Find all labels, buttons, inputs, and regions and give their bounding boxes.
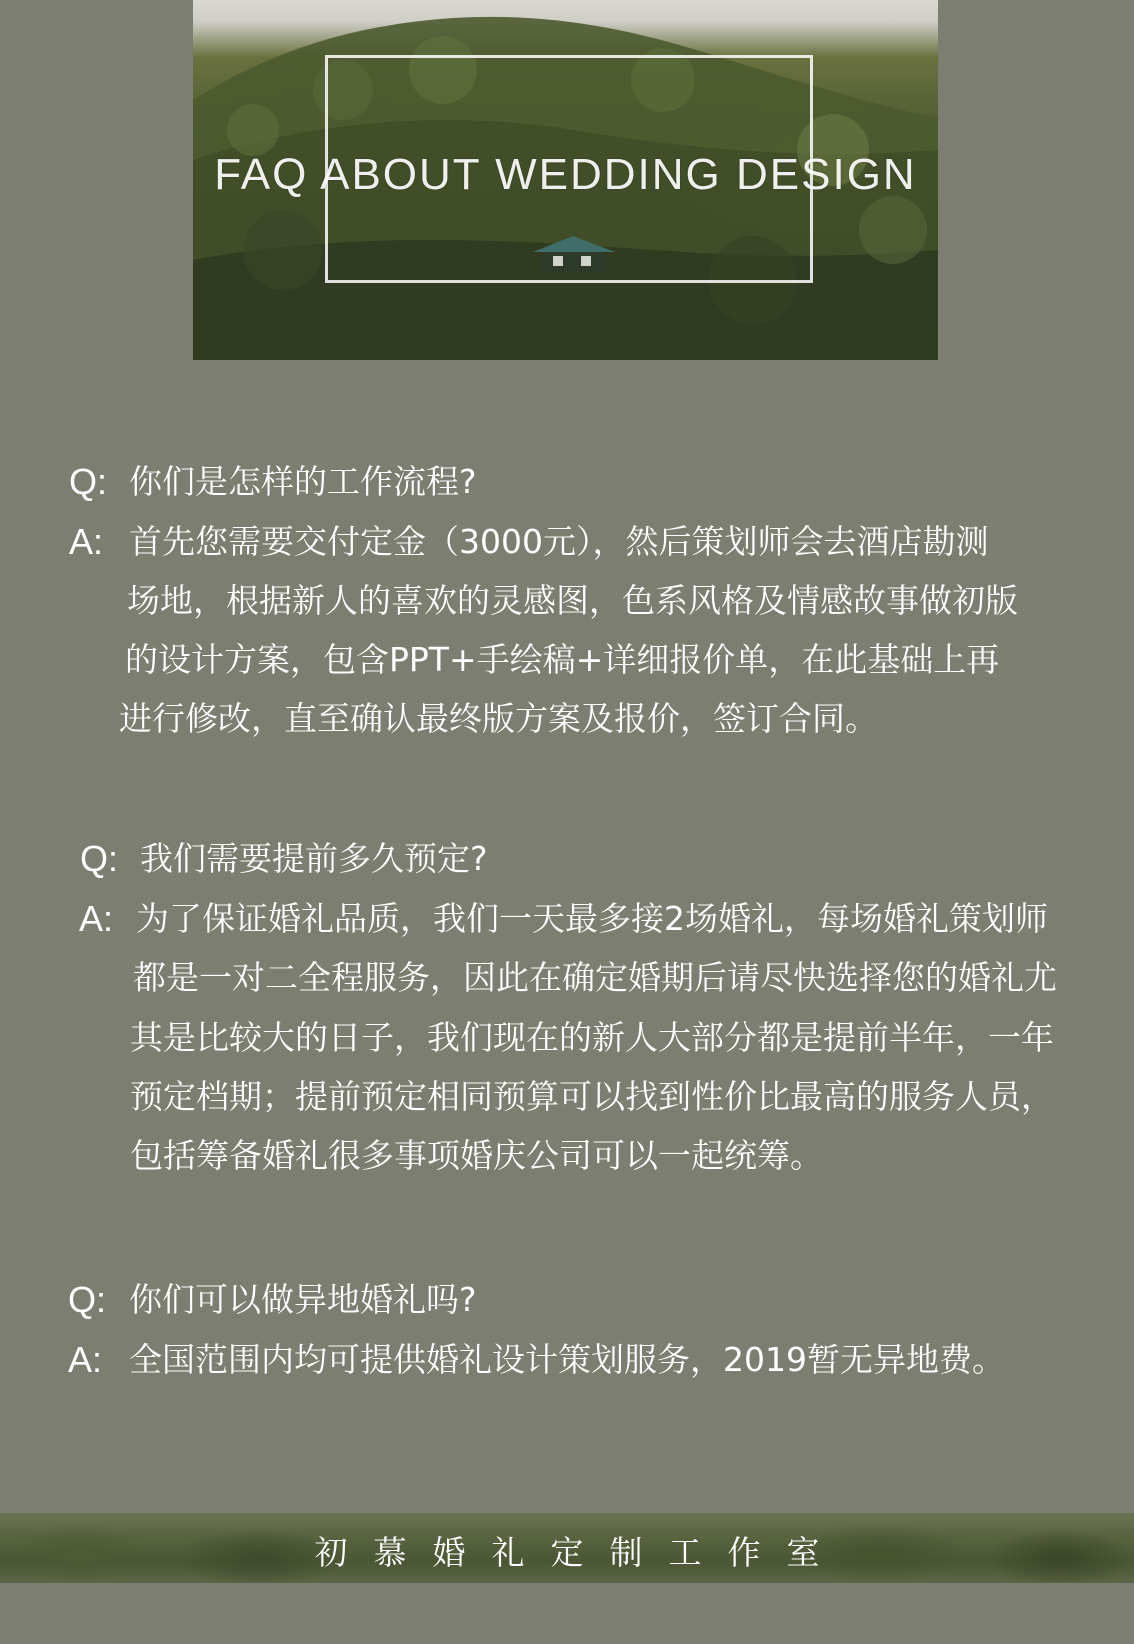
answer-tag: A: (68, 1339, 103, 1380)
answer-line: 的设计方案，包含PPT+手绘稿+详细报价单，在此基础上再 (125, 640, 1000, 679)
question-tag: Q: (80, 838, 119, 879)
question-tag: Q: (69, 461, 108, 502)
answer-line: 全国范围内均可提供婚礼设计策划服务，2019暂无异地费。 (129, 1340, 1005, 1379)
page-title: FAQ ABOUT WEDDING DESIGN (214, 150, 917, 199)
answer-line: 为了保证婚礼品质，我们一天最多接2场婚礼，每场婚礼策划师 (136, 899, 1048, 938)
answer-line: 场地，根据新人的喜欢的灵感图，色系风格及情感故事做初版 (127, 581, 1018, 620)
house-icon (523, 230, 623, 280)
studio-name: 初慕婚礼定制工作室 (314, 1533, 846, 1572)
footer-banner (0, 1513, 1134, 1583)
answer-line: 都是一对二全程服务，因此在确定婚期后请尽快选择您的婚礼尤 (133, 958, 1057, 997)
question-tag: Q: (68, 1279, 107, 1320)
answer-tag: A: (69, 521, 104, 562)
question-text: 你们是怎样的工作流程? (129, 462, 477, 501)
answer-line: 预定档期；提前预定相同预算可以找到性价比最高的服务人员， (130, 1077, 1054, 1116)
answer-line: 进行修改，直至确认最终版方案及报价，签订合同。 (119, 699, 878, 738)
question-text: 我们需要提前多久预定? (140, 839, 488, 878)
answer-tag: A: (79, 898, 114, 939)
header-photo (193, 0, 938, 360)
answer-line: 首先您需要交付定金（3000元），然后策划师会去酒店勘测 (129, 522, 989, 561)
answer-line: 其是比较大的日子，我们现在的新人大部分都是提前半年，一年 (130, 1018, 1054, 1057)
answer-line: 包括筹备婚礼很多事项婚庆公司可以一起统筹。 (130, 1136, 823, 1175)
question-text: 你们可以做异地婚礼吗? (129, 1280, 477, 1319)
